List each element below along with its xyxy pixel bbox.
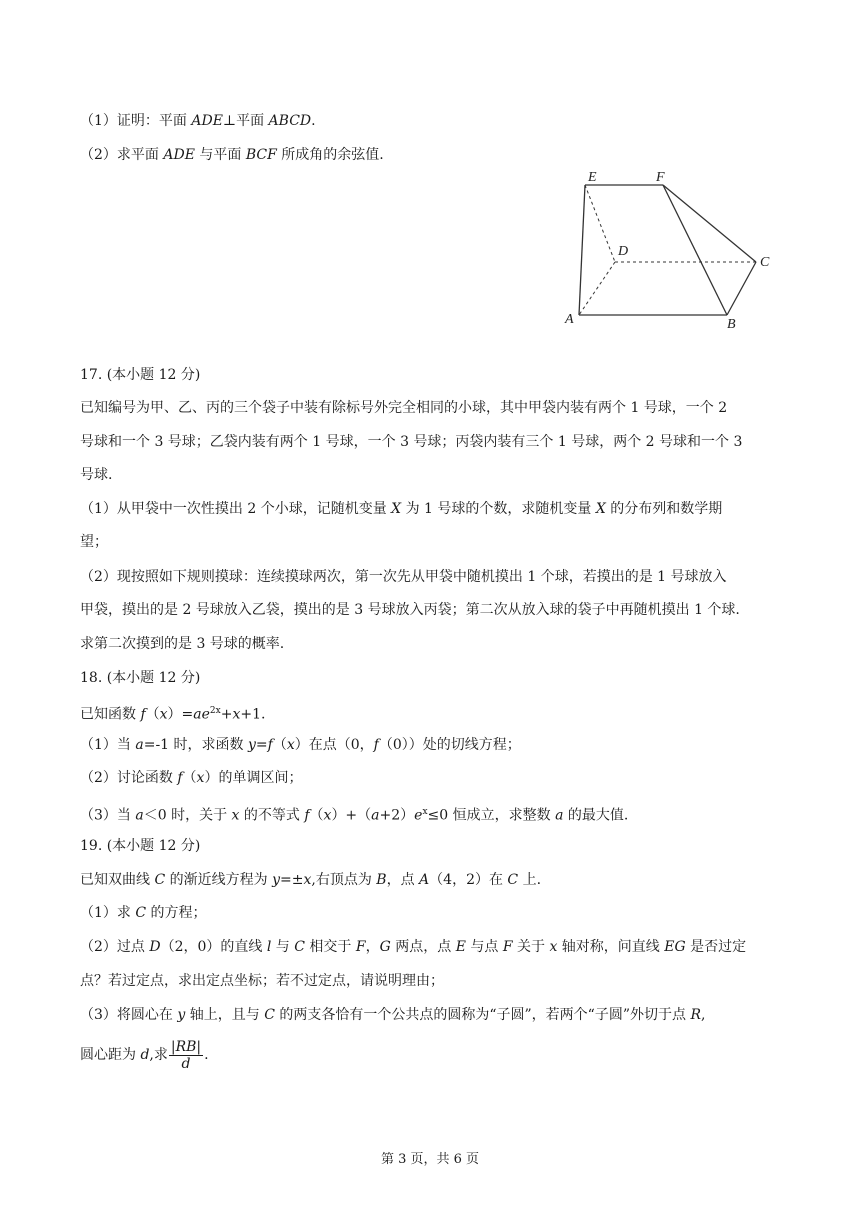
q18-part1 [80, 735, 521, 755]
var: y [248, 737, 256, 753]
var: e [414, 807, 423, 824]
text: 两点，点 [390, 939, 456, 955]
var: F [502, 939, 513, 955]
text: （ [145, 706, 160, 723]
text: ）= [167, 706, 194, 723]
var: BCF [245, 147, 277, 163]
var: A [419, 872, 430, 888]
text: 相交于 [304, 939, 356, 955]
text: 为 1 号球的个数，求随机变量 [401, 501, 596, 517]
fraction-rb-over-d [169, 1039, 203, 1072]
label-a: A [565, 312, 574, 327]
var: X [391, 501, 402, 517]
text: ，点 [386, 872, 420, 888]
text: ,求 [149, 1047, 168, 1063]
text: （2，0）的直线 [160, 939, 267, 955]
text: 与 [271, 939, 295, 955]
text: 的方程； [146, 905, 207, 921]
q19-part3-line2 [80, 1036, 209, 1074]
text: （ [182, 770, 197, 786]
text: =± [280, 872, 304, 888]
text: 与平面 [194, 147, 246, 163]
var: X [595, 501, 606, 517]
fraction-numerator: |RB| [170, 1038, 202, 1055]
text: （2）求平面 [80, 147, 164, 163]
var: a [555, 807, 564, 824]
q16-part1 [80, 111, 316, 131]
text: （3）当 [80, 807, 136, 824]
label-c: C [760, 255, 770, 270]
text: 关于 [512, 939, 550, 955]
text: ⊥平面 [222, 113, 269, 129]
var: f [373, 737, 379, 753]
var: EG [664, 939, 686, 955]
var: y [272, 872, 280, 888]
text: 上. [518, 872, 542, 888]
text: +1. [240, 706, 266, 723]
label-f: F [656, 170, 665, 185]
q16-part2 [80, 145, 384, 165]
var: x [549, 939, 558, 955]
var: l [266, 939, 272, 955]
text: ， [365, 939, 380, 955]
q17-part2-line1: （2）现按照如下规则摸球：连续摸球两次，第一次先从甲袋中随机摸出 1 个球，若摸出的是 1 号球放入 [80, 569, 727, 585]
var: E [455, 939, 466, 955]
edge-bc [727, 262, 756, 315]
var: G [379, 939, 391, 955]
q17-stem-line1: 已知编号为甲、乙、丙的三个袋子中装有除标号外完全相同的小球，其中甲袋内装有两个 1 号球，一个 2 [80, 400, 728, 416]
var: x [286, 737, 295, 753]
q19-stem [80, 870, 541, 890]
text: 所成角的余弦值. [276, 147, 384, 163]
q19-part2-line2: 点？若过定点，求出定点坐标；若不过定点，请说明理由； [80, 973, 444, 989]
q17-part1-line2: 望； [80, 534, 108, 550]
edge-ed-hidden [585, 185, 615, 262]
var: C [154, 872, 166, 888]
text: ）在点（0， [294, 737, 374, 753]
text: . [204, 1047, 209, 1063]
edge-da-hidden [579, 262, 615, 315]
exponent: x [422, 807, 428, 817]
text: 的不等式 [239, 807, 305, 824]
var: y [177, 1007, 186, 1023]
text: （2）过点 [80, 939, 150, 955]
q17-header: 17. (本小题 12 分) [80, 367, 201, 383]
text: ）+（ [331, 807, 372, 824]
exponent: 2x [209, 706, 221, 716]
text: 已知函数 [80, 706, 141, 723]
text: （1）证明：平面 [80, 113, 192, 129]
q17-stem-line3: 号球. [80, 467, 113, 483]
text: ≤0 恒成立，求整数 [427, 807, 556, 824]
text: ,右顶点为 [311, 872, 377, 888]
text: 与点 [465, 939, 503, 955]
fraction-denominator: d [181, 1055, 191, 1072]
var: ABCD [268, 113, 312, 129]
var: ADE [163, 147, 195, 163]
var: f [304, 807, 310, 824]
var: a [135, 737, 144, 753]
var: x [232, 706, 241, 723]
text: （0））处的切线方程； [378, 737, 521, 753]
q18-part2 [80, 768, 302, 788]
edge-ea [579, 185, 585, 315]
var: C [294, 939, 305, 955]
text: （1）从甲袋中一次性摸出 2 个小球，记随机变量 [80, 501, 392, 517]
text: =-1 时，求函数 [143, 737, 248, 753]
var: d [140, 1047, 150, 1063]
var: x [231, 807, 240, 824]
label-b: B [727, 317, 736, 332]
text: （3）将圆心在 [80, 1007, 178, 1023]
text: （2）讨论函数 [80, 770, 178, 786]
text: 是否过定 [685, 939, 747, 955]
q17-part1-line1 [80, 499, 722, 519]
var: C [135, 905, 147, 921]
var: x [323, 807, 332, 824]
text: 轴上，且与 [185, 1007, 265, 1023]
text: （1）求 [80, 905, 136, 921]
var: R [690, 1007, 701, 1023]
text: . [311, 113, 316, 129]
var: C [264, 1007, 275, 1023]
var: x [159, 706, 168, 723]
text: 的两支各恰有一个公共点的圆称为“子圆”，若两个“子圆”外切于点 [274, 1007, 691, 1023]
q18-header: 18. (本小题 12 分) [80, 670, 201, 686]
text: 轴对称，问直线 [557, 939, 665, 955]
q17-stem-line2: 号球和一个 3 号球；乙袋内装有两个 1 号球，一个 3 号球；丙袋内装有三个 1 号球，两个 2 号球和一个 3 [80, 434, 743, 450]
text: +2） [379, 807, 415, 824]
text: , [700, 1007, 706, 1023]
text: （1）当 [80, 737, 136, 753]
text: （4，2）在 [429, 872, 508, 888]
var: f [177, 770, 183, 786]
var: B [376, 872, 387, 888]
var: ae [193, 706, 210, 723]
var: a [135, 807, 144, 824]
text: 的分布列和数学期 [605, 501, 723, 517]
var: F [355, 939, 366, 955]
label-d: D [618, 244, 629, 259]
text: ）的单调区间； [204, 770, 303, 786]
edge-fb [663, 185, 727, 315]
label-e: E [588, 170, 597, 185]
text: ＜0 时，关于 [143, 807, 232, 824]
text: （ [272, 737, 287, 753]
geometry-figure [560, 165, 790, 335]
var: ADE [191, 113, 223, 129]
q19-part2-line1 [80, 937, 746, 957]
text: 的渐近线方程为 [165, 872, 273, 888]
var: a [371, 807, 380, 824]
var: C [507, 872, 519, 888]
text: 的最大值. [563, 807, 629, 824]
edge-fc [663, 185, 756, 262]
text: （ [309, 807, 324, 824]
text: 已知双曲线 [80, 872, 155, 888]
q17-part2-line3: 求第二次摸到的是 3 号球的概率. [80, 636, 285, 652]
var: f [267, 737, 273, 753]
q18-stem [80, 701, 265, 725]
q19-part1 [80, 903, 207, 923]
var: D [149, 939, 161, 955]
q19-header: 19. (本小题 12 分) [80, 838, 201, 854]
page-footer: 第 3 页，共 6 页 [380, 1152, 480, 1167]
q17-part2-line2: 甲袋，摸出的是 2 号球放入乙袋，摸出的是 3 号球放入丙袋；第二次从放入球的袋子中再随机摸出 1 个球. [80, 602, 740, 618]
var: f [140, 706, 146, 723]
q19-part3-line1 [80, 1005, 705, 1025]
var: x [303, 872, 312, 888]
var: x [196, 770, 205, 786]
text: = [255, 737, 268, 753]
text: + [220, 706, 233, 723]
text: 圆心距为 [80, 1047, 141, 1063]
q18-part3 [80, 802, 628, 826]
